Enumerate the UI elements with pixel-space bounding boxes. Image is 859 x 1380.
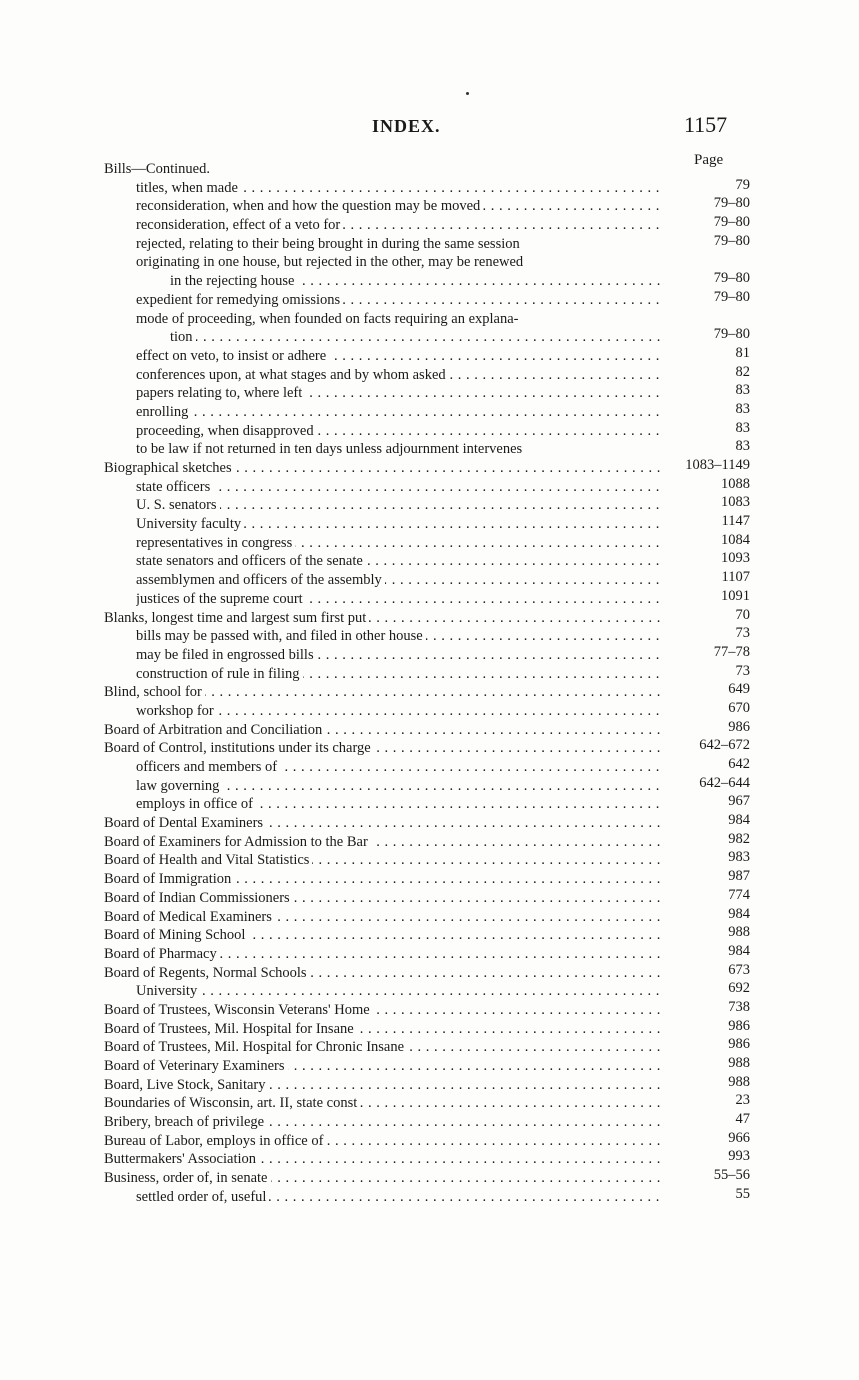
- index-entry-label: law governing: [136, 778, 222, 794]
- index-entry-label: proceeding, when disapproved: [136, 423, 317, 439]
- index-entry: [100, 606, 750, 628]
- index-entry-page: 73: [735, 662, 750, 679]
- index-entry-page: 73: [735, 625, 750, 642]
- index-entry-label: reconsideration, when and how the question may be moved: [136, 198, 483, 214]
- index-entry: [100, 718, 750, 740]
- index-entry: [100, 627, 750, 646]
- index-entry-label: Board of Trustees, Wisconsin Veterans' Home: [104, 1002, 373, 1018]
- index-entry: [100, 587, 750, 609]
- index-entry: [100, 998, 750, 1020]
- index-entry-page: 983: [728, 849, 750, 866]
- index-entry-page: 79–80: [713, 232, 750, 249]
- index-entry-label: Bureau of Labor, employs in office of: [104, 1133, 326, 1149]
- index-entry: [100, 419, 750, 441]
- index-entry-page: 79–80: [713, 195, 750, 212]
- index-entry-page: 79–80: [713, 270, 750, 287]
- index-entry-text: [136, 310, 665, 329]
- index-entry-text: [104, 609, 665, 628]
- index-entry: [100, 552, 750, 571]
- index-entry-text: [136, 665, 665, 684]
- index-entry-text: [136, 216, 665, 235]
- page-number: 1157: [684, 112, 728, 137]
- index-entry-label: papers relating to, where left: [136, 385, 305, 401]
- index-entry-text: [104, 160, 665, 179]
- index-entry-page: 83: [735, 438, 750, 455]
- index-entry-text: [136, 347, 665, 366]
- index-entry-label: Buttermakers' Association: [104, 1151, 259, 1167]
- index-entry-page: 988: [728, 924, 750, 941]
- index-entry-page: 982: [728, 830, 750, 847]
- index-entry-label: expedient for remedying omissions: [136, 292, 343, 308]
- index-entry-label: Board of Indian Commissioners: [104, 890, 293, 906]
- index-entry-label: Bribery, breach of privilege: [104, 1114, 267, 1130]
- index-entry-label: Board of Arbitration and Conciliation: [104, 722, 325, 738]
- index-entry-page: 986: [728, 718, 750, 735]
- index-entry-label: Board of Regents, Normal Schools: [104, 965, 310, 981]
- index-entry-label: Biographical sketches: [104, 460, 235, 476]
- index-entry-text: [136, 590, 665, 609]
- index-entry-label: rejected, relating to their being brought in during the same session: [136, 236, 523, 252]
- index-entry-page: 967: [728, 793, 750, 810]
- index-entry-page: 79–80: [713, 214, 750, 231]
- index-entry-text: [136, 403, 665, 422]
- index-entry-label: enrolling: [136, 404, 191, 420]
- index-entry-text: [136, 179, 665, 198]
- index-entry-text: [104, 1169, 665, 1188]
- index-entry-label: construction of rule in filing: [136, 666, 303, 682]
- index-entry-label: assemblymen and officers of the assembly: [136, 572, 385, 588]
- index-entry-text: [136, 496, 665, 515]
- index-entry-text: [104, 459, 665, 478]
- index-entry-page: 1088: [721, 475, 750, 492]
- index-entry: [100, 870, 750, 889]
- index-entry-page: 984: [728, 905, 750, 922]
- index-entry-text: [104, 1132, 665, 1151]
- index-entry-label: in the rejecting house: [170, 273, 297, 289]
- index-entry-label: Business, order of, in senate: [104, 1170, 271, 1186]
- index-entry-page: 83: [735, 419, 750, 436]
- index-entry-text: [104, 721, 665, 740]
- index-entry-text: [104, 739, 665, 758]
- index-entry: [100, 176, 750, 198]
- index-entry-page: 988: [728, 1055, 750, 1071]
- index-entry-text: [136, 646, 665, 665]
- index-entry: [100, 216, 750, 235]
- index-entry-text: [104, 833, 665, 852]
- index-entry: [100, 344, 750, 366]
- index-entry-label: Board of Veterinary Examiners: [104, 1058, 288, 1074]
- index-entry: [100, 982, 750, 1001]
- index-entry: [100, 1057, 750, 1076]
- index-entry-label: to be law if not returned in ten days unless adjournment intervenes: [136, 441, 525, 457]
- index-entry-label: University faculty: [136, 516, 244, 532]
- index-entry: [100, 1017, 750, 1039]
- index-entry: [100, 961, 750, 983]
- index-entry: [100, 531, 750, 553]
- index-entry-label: state officers: [136, 479, 213, 495]
- index-entry-text: [104, 964, 665, 983]
- index-entry: [100, 699, 750, 721]
- index-entry-page: 984: [728, 812, 750, 829]
- index-entry: [100, 288, 750, 310]
- index-entry: [100, 363, 750, 385]
- index-entry-label: may be filed in engrossed bills: [136, 647, 317, 663]
- index-entry: [100, 774, 750, 796]
- index-entry-page: 642: [728, 756, 750, 772]
- index-entry-label: effect on veto, to insist or adhere: [136, 348, 329, 364]
- index-entry-page: 1083: [721, 494, 750, 511]
- index-entry: [100, 253, 750, 272]
- index-entry-page: 77–78: [713, 643, 750, 660]
- index-entry: [100, 1169, 750, 1188]
- index-entry-text: [104, 1076, 665, 1095]
- index-entry: [100, 1038, 750, 1057]
- index-entry-label: Bills—Continued.: [104, 161, 213, 177]
- index-entry-label: titles, when made: [136, 180, 241, 196]
- index-entry-text: [136, 552, 665, 571]
- index-entry-page: 966: [728, 1129, 750, 1146]
- index-entry-text: [136, 366, 665, 385]
- index-entry-page: 649: [728, 681, 750, 698]
- index-entry-text: [136, 534, 665, 553]
- index-entry-page: 774: [728, 886, 750, 903]
- index-entry-text: [170, 272, 665, 291]
- index-entry-page: 1083–1149: [685, 457, 750, 473]
- index-entry: [100, 475, 750, 497]
- index-entry-page: 988: [728, 1073, 750, 1090]
- index-entry-label: Board of Trustees, Mil. Hospital for Chronic Insane: [104, 1039, 407, 1055]
- index-entry: [100, 886, 750, 908]
- index-entry-text: [104, 1113, 665, 1132]
- index-entry-page: 670: [728, 699, 750, 716]
- index-entry-page: 673: [728, 961, 750, 978]
- index-entry-label: Board of Pharmacy: [104, 946, 220, 962]
- index-entry-page: 55: [735, 1185, 750, 1202]
- index-entry: [100, 328, 750, 347]
- index-entry-label: Board of Immigration: [104, 871, 234, 887]
- index-entry-label: mode of proceeding, when founded on facts requiring an explana-: [136, 311, 522, 327]
- index-entry-text: [136, 777, 665, 796]
- index-entry-label: tion: [170, 329, 196, 345]
- index-entry-text: [104, 1038, 665, 1057]
- index-entry: [100, 683, 750, 702]
- index-entry: [100, 1094, 750, 1113]
- index-entry-label: bills may be passed with, and filed in other house: [136, 628, 426, 644]
- index-entry: [100, 440, 750, 459]
- index-entry-text: [136, 291, 665, 310]
- index-entry-page: 692: [728, 980, 750, 997]
- index-entry-page: 47: [735, 1111, 750, 1128]
- index-entry-label: Board of Health and Vital Statistics: [104, 852, 312, 868]
- index-entry: [100, 1185, 750, 1207]
- index-entry-page: 738: [728, 998, 750, 1015]
- index-entry-text: [104, 908, 665, 927]
- index-entry-page: 642–644: [699, 774, 750, 791]
- index-entry: [100, 459, 750, 478]
- index-entry-text: [170, 328, 665, 347]
- index-entry-page: 986: [728, 1036, 750, 1053]
- index-entry-label: conferences upon, at what stages and by whom asked: [136, 367, 449, 383]
- index-entry: [100, 160, 750, 179]
- index-entry-label: representatives in congress: [136, 535, 295, 551]
- index-entry-text: [136, 795, 665, 814]
- index-entry: [100, 272, 750, 291]
- index-entry-label: officers and members of: [136, 759, 280, 775]
- index-entry-label: Board of Examiners for Admission to the Bar: [104, 834, 371, 850]
- index-entry-text: [104, 1057, 665, 1076]
- index-entry: [100, 926, 750, 945]
- index-entry-text: [104, 1020, 665, 1039]
- index-entry-label: Board of Medical Examiners: [104, 909, 275, 925]
- index-entry-label: justices of the supreme court: [136, 591, 306, 607]
- index-entry-text: [104, 870, 665, 889]
- index-entry-text: [104, 1001, 665, 1020]
- index-entry-page: 55–56: [713, 1167, 750, 1184]
- index-entry-text: [136, 197, 665, 216]
- page-title: INDEX.: [372, 116, 441, 136]
- index-entry-text: [104, 1094, 665, 1113]
- index-entry-label: Board, Live Stock, Sanitary: [104, 1077, 268, 1093]
- index-entry-page: 642–672: [699, 737, 750, 754]
- index-entry-page: 1091: [721, 587, 750, 604]
- index-entry-label: Boundaries of Wisconsin, art. II, state const: [104, 1095, 360, 1111]
- index-entry: [100, 1073, 750, 1095]
- index-entry-text: [136, 440, 665, 459]
- index-entry: [100, 232, 750, 254]
- index-entry-page: 1147: [721, 513, 750, 530]
- index-entry: [100, 384, 750, 403]
- index-entry: [100, 1129, 750, 1151]
- index-entry: [100, 814, 750, 833]
- index-entry: [100, 496, 750, 515]
- index-entry-text: [136, 571, 665, 590]
- index-entry: [100, 905, 750, 927]
- index-entry-text: [136, 478, 665, 497]
- index-entry: [100, 739, 750, 758]
- index-entry-text: [136, 627, 665, 646]
- index-entry-label: Blind, school for: [104, 684, 205, 700]
- index-entry-text: [136, 422, 665, 441]
- index-entry-label: originating in one house, but rejected in the other, may be renewed: [136, 254, 526, 270]
- index-entry-page: 1084: [721, 531, 750, 548]
- index-entry-label: Board of Mining School: [104, 927, 248, 943]
- index-entry-page: 987: [728, 868, 750, 885]
- index-entry-text: [104, 814, 665, 833]
- index-entry-page: 1107: [721, 569, 750, 586]
- index-entry: [100, 197, 750, 216]
- index-entry: [100, 1113, 750, 1132]
- page-header: [0, 112, 859, 142]
- index-entry-page: 79–80: [713, 288, 750, 305]
- index-entry-text: [104, 851, 665, 870]
- index-entry: [100, 571, 750, 590]
- index-entry-page: 993: [728, 1148, 750, 1165]
- index-entry-label: reconsideration, effect of a veto for: [136, 217, 343, 233]
- index-entry-label: Board of Control, institutions under its charge: [104, 740, 374, 756]
- index-entry: [100, 942, 750, 964]
- index-entry-page: 79–80: [713, 326, 750, 343]
- index-entry-text: [104, 1150, 665, 1169]
- index-entry-page: 83: [735, 382, 750, 399]
- index-entry: [100, 400, 750, 422]
- index-entry-text: [136, 702, 665, 721]
- index-entry-text: [104, 945, 665, 964]
- index-entry-text: [104, 683, 665, 702]
- index-entry-label: workshop for: [136, 703, 217, 719]
- index-entry-label: employs in office of: [136, 796, 256, 812]
- page-column-header: Page: [694, 152, 724, 168]
- index-entry-page: 81: [735, 344, 750, 361]
- index-entry-text: [136, 1188, 665, 1207]
- index-entry-label: Board of Dental Examiners: [104, 815, 266, 831]
- index-entry: [100, 515, 750, 534]
- index-entry-text: [104, 926, 665, 945]
- index-entry-text: [136, 253, 665, 272]
- index-entry-label: University: [136, 983, 200, 999]
- index-entry-label: settled order of, useful: [136, 1189, 269, 1205]
- index-entry: [100, 830, 750, 852]
- index-entry-page: 70: [735, 606, 750, 623]
- index-entry: [100, 1150, 750, 1169]
- index-entry-text: [104, 889, 665, 908]
- index-entry-page: 1093: [721, 550, 750, 567]
- index-entry-label: U. S. senators: [136, 497, 220, 513]
- index-entry-text: [136, 758, 665, 777]
- index-entry-text: [136, 982, 665, 1001]
- index-entry: [100, 310, 750, 329]
- index-entry-page: 984: [728, 942, 750, 959]
- index-entry-page: 82: [735, 363, 750, 380]
- index-entry-label: Board of Trustees, Mil. Hospital for Insane: [104, 1021, 357, 1037]
- index-entry-text: [136, 515, 665, 534]
- index-entry-text: [136, 235, 665, 254]
- index-entry-page: 23: [735, 1092, 750, 1109]
- index-entry-page: 79: [735, 176, 750, 193]
- index-entry-text: [136, 384, 665, 403]
- index-entry: [100, 795, 750, 814]
- index-entry: [100, 643, 750, 665]
- index-list: [100, 160, 750, 1207]
- index-entry-page: 83: [735, 400, 750, 417]
- index-entry: [100, 851, 750, 870]
- index-entry: [100, 758, 750, 777]
- index-entry-label: state senators and officers of the senate: [136, 553, 366, 569]
- index-entry-label: Blanks, longest time and largest sum first put: [104, 610, 369, 626]
- ink-speck: [466, 92, 469, 95]
- index-entry-page: 986: [728, 1017, 750, 1034]
- index-entry: [100, 662, 750, 684]
